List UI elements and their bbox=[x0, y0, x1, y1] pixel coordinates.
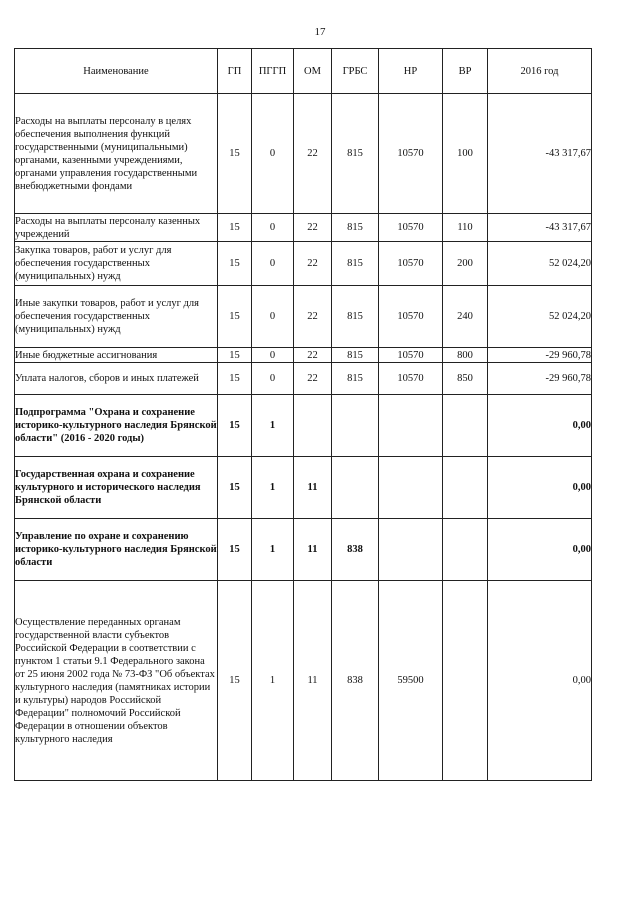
row-om: 22 bbox=[294, 348, 332, 363]
row-gp: 15 bbox=[218, 348, 252, 363]
row-name: Осуществление переданных органам государственной власти субъектов Российской Федерации в соответствии с пунктом 1 статьи 9.1 Федерального закона от 25 июня 2002 года № 73-ФЗ "Об объектах культурного наследия (памятниках истории и культуры) народов Российской Федерации" полномочий Российской Федерации в отношении объектов культурного наследия bbox=[15, 581, 218, 781]
row-amount: 0,00 bbox=[488, 395, 592, 457]
row-vr: 800 bbox=[443, 348, 488, 363]
budget-table bbox=[14, 48, 592, 781]
row-om: 22 bbox=[294, 363, 332, 395]
header-om: ОМ bbox=[294, 49, 332, 94]
row-name: Иные закупки товаров, работ и услуг для обеспечения государственных (муниципальных) нужд bbox=[15, 286, 218, 348]
row-pggp: 0 bbox=[252, 348, 294, 363]
row-grbs: 815 bbox=[332, 214, 379, 242]
row-nr bbox=[379, 395, 443, 457]
row-pggp: 0 bbox=[252, 242, 294, 286]
row-nr: 10570 bbox=[379, 214, 443, 242]
row-vr: 110 bbox=[443, 214, 488, 242]
header-vr: ВР bbox=[443, 49, 488, 94]
row-pggp: 0 bbox=[252, 363, 294, 395]
row-om: 22 bbox=[294, 214, 332, 242]
row-vr bbox=[443, 519, 488, 581]
table-row bbox=[15, 286, 592, 348]
page-number: 17 bbox=[314, 26, 326, 38]
row-pggp: 1 bbox=[252, 581, 294, 781]
row-gp: 15 bbox=[218, 519, 252, 581]
row-grbs: 815 bbox=[332, 286, 379, 348]
row-gp: 15 bbox=[218, 286, 252, 348]
row-grbs: 815 bbox=[332, 348, 379, 363]
row-name: Иные бюджетные ассигнования bbox=[15, 348, 218, 363]
row-vr bbox=[443, 395, 488, 457]
row-grbs bbox=[332, 457, 379, 519]
row-nr bbox=[379, 457, 443, 519]
row-om: 11 bbox=[294, 519, 332, 581]
row-gp: 15 bbox=[218, 242, 252, 286]
row-vr: 240 bbox=[443, 286, 488, 348]
row-nr: 10570 bbox=[379, 286, 443, 348]
row-gp: 15 bbox=[218, 363, 252, 395]
header-name: Наименование bbox=[15, 49, 218, 94]
row-nr: 59500 bbox=[379, 581, 443, 781]
row-pggp: 0 bbox=[252, 214, 294, 242]
row-grbs bbox=[332, 395, 379, 457]
header-pggp: ПГГП bbox=[252, 49, 294, 94]
row-amount: -43 317,67 bbox=[488, 214, 592, 242]
row-vr: 850 bbox=[443, 363, 488, 395]
row-gp: 15 bbox=[218, 94, 252, 214]
row-grbs: 815 bbox=[332, 242, 379, 286]
header-gp: ГП bbox=[218, 49, 252, 94]
row-name: Государственная охрана и сохранение культурного и исторического наследия Брянской области bbox=[15, 457, 218, 519]
header-year: 2016 год bbox=[488, 49, 592, 94]
row-grbs: 815 bbox=[332, 94, 379, 214]
row-name: Расходы на выплаты персоналу в целях обеспечения выполнения функций государственными (муниципальными) органами, казенными учреждениями, органами управления государственными внебюджетными фондами bbox=[15, 94, 218, 214]
row-amount: -43 317,67 bbox=[488, 94, 592, 214]
row-amount: 52 024,20 bbox=[488, 286, 592, 348]
row-vr bbox=[443, 581, 488, 781]
row-pggp: 0 bbox=[252, 94, 294, 214]
row-amount: 0,00 bbox=[488, 519, 592, 581]
header-nr: НР bbox=[379, 49, 443, 94]
row-om: 11 bbox=[294, 581, 332, 781]
row-pggp: 0 bbox=[252, 286, 294, 348]
row-amount: -29 960,78 bbox=[488, 348, 592, 363]
row-nr: 10570 bbox=[379, 94, 443, 214]
row-om: 22 bbox=[294, 94, 332, 214]
row-name: Расходы на выплаты персоналу казенных учреждений bbox=[15, 214, 218, 242]
row-om bbox=[294, 395, 332, 457]
row-amount: 52 024,20 bbox=[488, 242, 592, 286]
table-row bbox=[15, 457, 592, 519]
row-name: Закупка товаров, работ и услуг для обеспечения государственных (муниципальных) нужд bbox=[15, 242, 218, 286]
row-amount: -29 960,78 bbox=[488, 363, 592, 395]
row-gp: 15 bbox=[218, 457, 252, 519]
row-gp: 15 bbox=[218, 214, 252, 242]
row-nr: 10570 bbox=[379, 363, 443, 395]
table-row bbox=[15, 519, 592, 581]
row-name: Управление по охране и сохранению историко-культурного наследия Брянской области bbox=[15, 519, 218, 581]
table-row bbox=[15, 242, 592, 286]
row-gp: 15 bbox=[218, 581, 252, 781]
row-vr: 100 bbox=[443, 94, 488, 214]
table-header-row bbox=[15, 49, 592, 94]
row-om: 22 bbox=[294, 242, 332, 286]
row-grbs: 838 bbox=[332, 581, 379, 781]
row-nr: 10570 bbox=[379, 348, 443, 363]
row-amount: 0,00 bbox=[488, 581, 592, 781]
table-row bbox=[15, 363, 592, 395]
header-grbs: ГРБС bbox=[332, 49, 379, 94]
row-name: Уплата налогов, сборов и иных платежей bbox=[15, 363, 218, 395]
row-pggp: 1 bbox=[252, 457, 294, 519]
row-om: 22 bbox=[294, 286, 332, 348]
row-vr: 200 bbox=[443, 242, 488, 286]
row-nr bbox=[379, 519, 443, 581]
row-gp: 15 bbox=[218, 395, 252, 457]
row-nr: 10570 bbox=[379, 242, 443, 286]
row-pggp: 1 bbox=[252, 395, 294, 457]
table-row bbox=[15, 395, 592, 457]
row-om: 11 bbox=[294, 457, 332, 519]
table-row bbox=[15, 94, 592, 214]
table-row bbox=[15, 581, 592, 781]
row-pggp: 1 bbox=[252, 519, 294, 581]
row-vr bbox=[443, 457, 488, 519]
table-row bbox=[15, 214, 592, 242]
row-name: Подпрограмма "Охрана и сохранение историко-культурного наследия Брянской области" (2016 - 2020 годы) bbox=[15, 395, 218, 457]
row-amount: 0,00 bbox=[488, 457, 592, 519]
row-grbs: 815 bbox=[332, 363, 379, 395]
row-grbs: 838 bbox=[332, 519, 379, 581]
table-row bbox=[15, 348, 592, 363]
